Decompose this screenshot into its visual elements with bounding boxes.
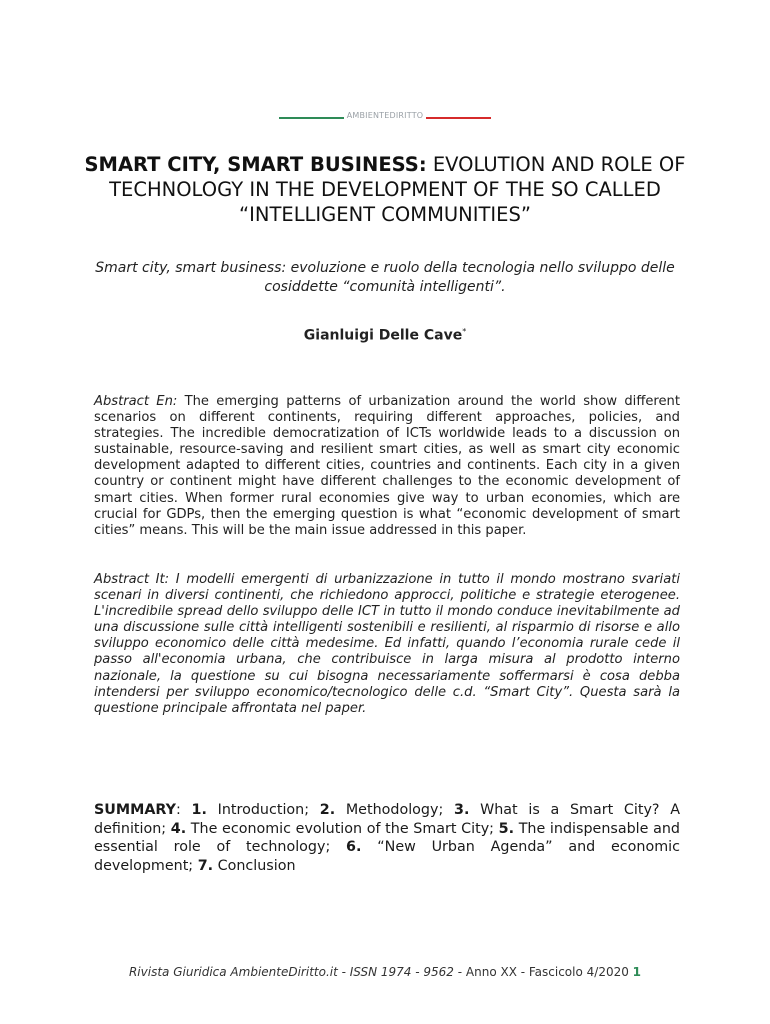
- summary-item-4-num: 4.: [170, 820, 187, 837]
- author-line: [0, 327, 770, 344]
- summary-item-1-text: Introduction;: [206, 802, 320, 818]
- abstract-en-text: The emerging patterns of urbanization around the world show different scenarios on different continents, requiring different approaches, policies, and strategies. The incredible democratization of ICTs worldwide leads to a discussion on sustainable, resource-saving and resilient smart cities, as well as smart city economic development adapted to different cities, countries and continents. Each city in a given country or continent might have different challenges to the economic development of smart cities. When former rural economies give way to urban economies, which are crucial for GDPs, then the emerging question is what “economic development of smart cities” means. This will be the main issue addressed in this paper.: [94, 394, 680, 538]
- summary-item-6-text: “New Urban Agenda” and economic development;: [94, 839, 680, 874]
- abstract-it-text: I modelli emergenti di urbanizzazione in tutto il mondo mostrano svariati scenari in diversi continenti, che richiedono approcci, politiche e strategie eterogenee. L'incredibile spread dello sviluppo delle ICT in tutto il mondo conduce inevitabilmente ad una discussione sulle città intelligenti sostenibili e resilienti, al risparmio di risorse e allo sviluppo economico delle città medesime. Ed infatti, quando l’economia rurale cede il passo all'economia urbana, che contribuisce in larga misura al prodotto interno nazionale, la questione su cui bisogna necessariamente soffermarsi è cosa debba intendersi per sviluppo economico/tecnologico delle c.d. “Smart City”. Questa sarà la questione principale affrontata nel paper.: [94, 572, 680, 716]
- summary-item-7-num: 7.: [197, 857, 214, 874]
- author-footnote-mark: *: [462, 327, 467, 336]
- summary-item-3-num: 3.: [454, 802, 470, 818]
- summary-item-6-num: 6.: [346, 839, 362, 855]
- article-subtitle: Smart city, smart business: evoluzione e ruolo della tecnologia nello sviluppo delle cosiddette “comunità intelligenti”.: [95, 260, 675, 295]
- abstract-it-label: Abstract It:: [94, 572, 170, 587]
- page-number: 1: [632, 965, 642, 979]
- summary-item-2-num: 2.: [319, 802, 336, 818]
- title-bold-part: SMART CITY, SMART BUSINESS:: [84, 153, 427, 176]
- summary-item-1-num: 1.: [191, 802, 207, 818]
- summary-section: [94, 801, 680, 875]
- page-footer: [0, 965, 770, 979]
- author-name: Gianluigi Delle Cave: [303, 327, 463, 344]
- summary-item-3-text: What is a Smart City? A definition;: [94, 802, 681, 837]
- abstract-en-label: Abstract En:: [94, 394, 178, 409]
- title-rest: EVOLUTION AND ROLE OF TECHNOLOGY IN THE DEVELOPMENT OF THE SO CALLED “INTELLIGENT COMMUNITIES”: [109, 153, 686, 226]
- journal-header: [0, 104, 770, 120]
- article-title: [80, 152, 690, 227]
- summary-item-4-text: The economic evolution of the Smart City;: [186, 820, 499, 837]
- summary-item-5-text: The indispensable and essential role of technology;: [94, 820, 680, 855]
- summary-label: SUMMARY: [94, 802, 177, 818]
- header-rule-red: [426, 117, 491, 119]
- footer-issue: - Anno XX - Fascicolo 4/2020: [453, 965, 633, 979]
- summary-item-2-text: Methodology;: [335, 802, 454, 818]
- summary-item-7-text: Conclusion: [213, 857, 296, 874]
- summary-separator: :: [176, 802, 192, 818]
- header-rule-green: [279, 117, 344, 119]
- summary-item-5-num: 5.: [498, 820, 515, 837]
- footer-journal: Rivista Giuridica AmbienteDiritto.it - ISSN 1974 - 9562: [128, 965, 454, 979]
- journal-brand: AMBIENTEDIRITTO: [346, 111, 424, 120]
- abstract-italian: [94, 572, 680, 717]
- abstract-english: [94, 394, 680, 539]
